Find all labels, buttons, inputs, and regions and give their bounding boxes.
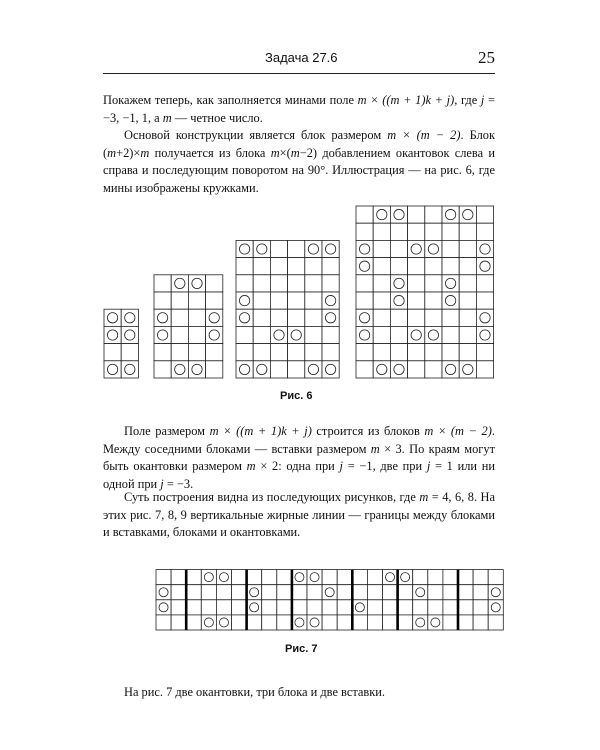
fig6-grid-3-cell: [236, 292, 253, 309]
fig6-grid-3-cell: [322, 361, 339, 378]
fig6-grid-4-cell: [459, 344, 476, 361]
fig6-grid-4-cell: [373, 344, 390, 361]
fig6-grid-3-cell: [270, 361, 287, 378]
fig6-grid-4-cell: [425, 275, 442, 292]
fig7-grid-cell: [413, 570, 428, 585]
fig7-grid-cell: [307, 615, 322, 630]
math-expr: m: [162, 110, 172, 125]
fig6-grid-3-cell: [305, 275, 322, 292]
fig6-grid-4-cell: [442, 344, 459, 361]
fig6-grid-4-cell: [425, 344, 442, 361]
fig7-grid-cell: [186, 570, 201, 585]
fig7-grid-cell: [428, 570, 443, 585]
fig6-grid-4-cell: [373, 206, 390, 223]
fig6-grid-4-cell: [476, 361, 493, 378]
fig6-grid-1-cell: [121, 326, 138, 343]
fig7-grid-cell: [186, 600, 201, 615]
fig6-grid-3-cell: [322, 258, 339, 275]
fig6-grid-4-cell: [425, 361, 442, 378]
fig6-grid-4-cell: [459, 258, 476, 275]
fig6-grid-4-cell: [459, 275, 476, 292]
fig6-grid-4-cell: [356, 223, 373, 240]
fig7-grid-cell: [383, 615, 398, 630]
fig6-grid-4-cell: [459, 326, 476, 343]
fig6-grid-4-cell: [373, 223, 390, 240]
fig6-grid-4-cell: [442, 309, 459, 326]
fig6-grid-3-cell: [253, 275, 270, 292]
fig6-grid-4-cell: [442, 292, 459, 309]
fig6-grid-2-cell: [206, 275, 223, 292]
fig7-grid-cell: [383, 585, 398, 600]
fig7-grid-cell: [337, 600, 352, 615]
fig6-grid-3-cell: [322, 344, 339, 361]
fig6-grid-4-cell: [442, 361, 459, 378]
fig6-grid-3-cell: [322, 275, 339, 292]
fig7-grid-cell: [428, 600, 443, 615]
fig7-grid-cell: [292, 585, 307, 600]
fig7-grid-cell: [458, 600, 473, 615]
fig7-grid-cell: [216, 585, 231, 600]
fig7-grid-cell: [443, 615, 458, 630]
fig7-grid-cell: [322, 585, 337, 600]
fig6-grid-2-cell: [188, 344, 205, 361]
fig6-grid-2-cell: [206, 361, 223, 378]
fig6-grid-3-cell: [236, 240, 253, 257]
fig6-grid-2-cell: [188, 292, 205, 309]
fig6-grid-4-cell: [390, 206, 407, 223]
fig6-grid-3-cell: [288, 275, 305, 292]
fig6-grid-4-cell: [459, 206, 476, 223]
fig6-grid-4-cell: [425, 326, 442, 343]
fig6-grid-3-cell: [270, 344, 287, 361]
fig6-grid-4-cell: [373, 292, 390, 309]
fig6-grid-2-cell: [206, 292, 223, 309]
fig6-grid-4-cell: [408, 344, 425, 361]
page-number: 25: [478, 48, 495, 67]
fig7-grid-cell: [458, 615, 473, 630]
fig6-grid-4-cell: [356, 326, 373, 343]
fig6-grid-4-cell: [476, 275, 493, 292]
math-expr: m: [370, 441, 380, 456]
math-expr: m × ((m + 1)k + j): [209, 424, 312, 438]
fig6-grid-4-cell: [408, 258, 425, 275]
fig6-grid-4-cell: [356, 309, 373, 326]
fig6-grid-4-cell: [425, 292, 442, 309]
fig6-grid-4-cell: [459, 223, 476, 240]
fig7-grid-cell: [413, 615, 428, 630]
fig7-grid-cell: [307, 570, 322, 585]
fig6-grid-3-cell: [322, 240, 339, 257]
fig7-grid-cell: [322, 570, 337, 585]
math-expr: m × ((m + 1)k + j): [357, 93, 455, 107]
fig6-grid-3-cell: [288, 258, 305, 275]
fig7-grid-cell: [473, 585, 488, 600]
fig6-grid-4-cell: [373, 361, 390, 378]
math-expr: j: [339, 459, 343, 473]
math-expr: m: [419, 490, 429, 504]
fig6-grid-3-cell: [253, 258, 270, 275]
fig6-grid-4-cell: [442, 240, 459, 257]
fig7-grid-cell: [322, 615, 337, 630]
fig6-grid-4-cell: [408, 223, 425, 240]
fig6-grid-3-cell: [305, 361, 322, 378]
fig7-grid-cell: [216, 615, 231, 630]
math-expr: j: [426, 459, 431, 473]
fig6-grid-3-cell: [236, 275, 253, 292]
fig6-grid-4-cell: [476, 326, 493, 343]
fig6-grid-4-cell: [390, 275, 407, 292]
figure-6-caption: Рис. 6: [280, 390, 313, 402]
fig7-grid-cell: [292, 570, 307, 585]
math-expr: m: [290, 145, 300, 160]
fig7-grid-cell: [171, 570, 186, 585]
paragraph-3: Поле размером m × ((m + 1)k + j) строится из блоков m × (m − 2). Между соседними блоками — вставки размером m × 3. По краям могут быть окантовки размером m × 2: одна при j = −1, две при j = 1 или ни одной при j = −3.: [103, 424, 495, 491]
fig7-grid-cell: [232, 570, 247, 585]
fig6-grid-3-cell: [322, 326, 339, 343]
fig6-grid-4-cell: [356, 361, 373, 378]
fig7-grid-cell: [216, 600, 231, 615]
fig7-grid-cell: [473, 600, 488, 615]
fig6-grid-4-cell: [459, 292, 476, 309]
fig6-grid-3-cell: [322, 292, 339, 309]
fig7-grid-cell: [398, 615, 413, 630]
paragraph-5: На рис. 7 две окантовки, три блока и две вставки.: [124, 685, 385, 699]
fig6-grid-2-cell: [154, 292, 171, 309]
fig7-grid-cell: [322, 600, 337, 615]
fig6-grid-4-cell: [476, 309, 493, 326]
fig7-grid-cell: [277, 570, 292, 585]
paragraph-2: Основой конструкции является блок размером m × (m − 2). Блок (m+2)×m получается из блока m×(m−2) добавлением окантовок слева и справа и последующим поворотом на 90°. Иллюстрация — на рис. 6, где мины изображены кружками.: [103, 128, 495, 195]
fig6-grid-3-cell: [270, 292, 287, 309]
fig6-grid-3-cell: [253, 344, 270, 361]
fig7-grid-cell: [171, 585, 186, 600]
fig7-grid-cell: [277, 600, 292, 615]
fig7-grid-cell: [367, 615, 382, 630]
fig7-grid-cell: [413, 600, 428, 615]
fig6-grid-2-cell: [188, 309, 205, 326]
fig6-grid-3-cell: [270, 258, 287, 275]
fig6-grid-4-cell: [373, 258, 390, 275]
fig7-grid-cell: [367, 585, 382, 600]
math-expr: m: [270, 145, 280, 160]
fig6-grid-4-cell: [356, 258, 373, 275]
fig6-grid-3-cell: [236, 258, 253, 275]
fig6-grid-4-cell: [476, 344, 493, 361]
fig6-grid-1-cell: [104, 309, 121, 326]
fig6-grid-3-cell: [236, 326, 253, 343]
fig6-grid-4-cell: [373, 240, 390, 257]
fig7-grid-cell: [277, 615, 292, 630]
fig7-grid-cell: [232, 600, 247, 615]
fig6-grid-3-cell: [253, 240, 270, 257]
fig7-grid-cell: [413, 585, 428, 600]
fig6-grid-4-cell: [442, 206, 459, 223]
fig6-grid-1-cell: [121, 344, 138, 361]
fig6-grid-1-cell: [104, 361, 121, 378]
fig6-grid-4-cell: [408, 361, 425, 378]
fig7-grid-cell: [201, 570, 216, 585]
fig7-grid-cell: [247, 585, 262, 600]
fig6-grid-4-cell: [408, 206, 425, 223]
fig6-grid-4-cell: [442, 223, 459, 240]
fig6-grid-1-cell: [121, 309, 138, 326]
paragraph-1: Покажем теперь, как заполняется минами поле m × ((m + 1)k + j), где j = −3, −1, 1, а m — четное число.: [103, 93, 495, 125]
fig6-grid-3-cell: [305, 258, 322, 275]
fig6-grid-3-cell: [236, 361, 253, 378]
fig7-grid-cell: [488, 600, 503, 615]
fig6-grid-4-cell: [390, 223, 407, 240]
fig7-grid-cell: [262, 570, 277, 585]
fig6-grid-2-cell: [171, 344, 188, 361]
fig6-grid-3-cell: [288, 309, 305, 326]
fig7-grid-cell: [277, 585, 292, 600]
fig6-grid-3-cell: [288, 344, 305, 361]
fig7-grid-cell: [171, 600, 186, 615]
fig6-grid-1-cell: [104, 344, 121, 361]
fig6-grid-4-cell: [390, 258, 407, 275]
fig6-grid-4-cell: [476, 258, 493, 275]
fig6-grid-3-cell: [288, 292, 305, 309]
fig6-grid-3-cell: [270, 326, 287, 343]
fig6-grid-4-cell: [390, 361, 407, 378]
fig7-grid-cell: [156, 600, 171, 615]
math-expr: m × (m − 2): [387, 128, 461, 142]
fig6-grid-4-cell: [408, 309, 425, 326]
fig6-grid-3-cell: [288, 326, 305, 343]
fig6-grid-4-cell: [373, 309, 390, 326]
fig6-grid-4-cell: [476, 240, 493, 257]
fig7-grid-cell: [156, 570, 171, 585]
fig6-grid-1-cell: [121, 361, 138, 378]
fig6-grid-4-cell: [373, 275, 390, 292]
fig6-grid-4-cell: [408, 326, 425, 343]
math-expr: m × (m − 2): [424, 424, 492, 438]
fig7-grid-cell: [156, 615, 171, 630]
fig6-grid-4-cell: [390, 326, 407, 343]
fig7-grid-cell: [307, 585, 322, 600]
fig7-grid-cell: [352, 615, 367, 630]
fig6-grid-2-cell: [154, 309, 171, 326]
fig6-grid-4-cell: [442, 326, 459, 343]
fig6-grid-2-cell: [171, 292, 188, 309]
fig7-grid-cell: [262, 600, 277, 615]
fig6-grid-4-cell: [425, 309, 442, 326]
fig6-grid-4-cell: [390, 309, 407, 326]
fig6-grid-3-cell: [322, 309, 339, 326]
math-expr: m: [246, 459, 256, 473]
fig6-grid-4-cell: [390, 292, 407, 309]
fig7-grid-cell: [186, 585, 201, 600]
fig6-grid-3-cell: [253, 326, 270, 343]
fig6-grid-3-cell: [270, 309, 287, 326]
math-expr: m: [140, 145, 150, 160]
fig7-grid-cell: [473, 570, 488, 585]
paragraph-4: Суть построения видна из последующих рисунков, где m = 4, 6, 8. На этих рис. 7, 8, 9 вертикальные жирные линии — границы между блоками и вставками, блоками и окантовками.: [103, 490, 495, 539]
fig6-grid-2-cell: [171, 309, 188, 326]
fig6-grid-3-cell: [270, 275, 287, 292]
fig7-grid-cell: [262, 615, 277, 630]
fig7-grid-cell: [488, 585, 503, 600]
fig6-grid-3-cell: [253, 292, 270, 309]
figure-7-caption: Рис. 7: [285, 643, 318, 655]
fig6-grid-2-cell: [206, 344, 223, 361]
fig6-grid-3-cell: [305, 292, 322, 309]
fig7-grid-cell: [383, 600, 398, 615]
fig7-grid-cell: [201, 600, 216, 615]
fig7-grid-cell: [352, 600, 367, 615]
math-expr: m: [107, 145, 117, 160]
fig6-grid-4-cell: [408, 292, 425, 309]
fig7-grid-cell: [473, 615, 488, 630]
fig6-grid-2-cell: [171, 326, 188, 343]
fig7-grid-cell: [216, 570, 231, 585]
fig7-grid-cell: [383, 570, 398, 585]
fig6-grid-4-cell: [390, 344, 407, 361]
fig6-grid-4-cell: [356, 344, 373, 361]
fig6-grid-4-cell: [442, 258, 459, 275]
fig6-grid-2-cell: [188, 326, 205, 343]
fig6-grid-4-cell: [373, 326, 390, 343]
fig6-grid-4-cell: [442, 275, 459, 292]
fig7-grid-cell: [428, 615, 443, 630]
fig6-grid-4-cell: [476, 223, 493, 240]
fig6-grid-4-cell: [408, 240, 425, 257]
fig7-grid-cell: [367, 570, 382, 585]
fig6-grid-4-cell: [425, 258, 442, 275]
fig7-grid-cell: [247, 570, 262, 585]
fig7-grid-cell: [247, 615, 262, 630]
fig6-grid-4-cell: [476, 206, 493, 223]
fig6-grid-2-cell: [154, 344, 171, 361]
fig6-grid-4-cell: [356, 275, 373, 292]
fig6-grid-3-cell: [236, 344, 253, 361]
fig6-grid-4-cell: [408, 275, 425, 292]
fig6-grid-2-cell: [206, 326, 223, 343]
fig7-grid-cell: [186, 615, 201, 630]
fig6-grid-2-cell: [206, 309, 223, 326]
fig6-grid-4-cell: [459, 240, 476, 257]
fig7-grid-cell: [367, 600, 382, 615]
fig6-grid-4-cell: [425, 206, 442, 223]
fig7-grid-cell: [352, 585, 367, 600]
fig7-grid-cell: [443, 570, 458, 585]
header-title: Задача 27.6: [265, 50, 338, 65]
fig7-grid-cell: [458, 570, 473, 585]
fig7-grid-cell: [428, 585, 443, 600]
fig6-grid-2-cell: [188, 361, 205, 378]
fig6-grid-3-cell: [288, 240, 305, 257]
fig7-grid-cell: [398, 585, 413, 600]
fig6-grid-3-cell: [253, 361, 270, 378]
fig6-grid-3-cell: [288, 361, 305, 378]
fig7-grid-cell: [201, 585, 216, 600]
fig6-grid-3-cell: [270, 240, 287, 257]
fig6-grid-1-cell: [104, 326, 121, 343]
fig7-grid-cell: [307, 600, 322, 615]
fig6-grid-4-cell: [459, 309, 476, 326]
fig7-grid-cell: [337, 585, 352, 600]
fig6-grid-3-cell: [305, 240, 322, 257]
fig7-grid-cell: [156, 585, 171, 600]
fig7-grid-cell: [337, 615, 352, 630]
fig7-grid-cell: [398, 600, 413, 615]
fig7-grid-cell: [337, 570, 352, 585]
fig6-grid-3-cell: [236, 309, 253, 326]
fig7-grid-cell: [443, 585, 458, 600]
fig6-grid-4-cell: [390, 240, 407, 257]
fig7-grid-cell: [488, 615, 503, 630]
fig6-grid-4-cell: [459, 361, 476, 378]
fig6-grid-4-cell: [476, 292, 493, 309]
fig7-grid-cell: [292, 600, 307, 615]
fig6-grid-3-cell: [305, 309, 322, 326]
fig7-grid-cell: [488, 570, 503, 585]
fig7-grid-cell: [232, 585, 247, 600]
fig6-grid-4-cell: [356, 292, 373, 309]
fig6-grid-2-cell: [154, 361, 171, 378]
math-expr: j: [480, 93, 485, 107]
fig6-grid-4-cell: [425, 240, 442, 257]
fig7-grid-cell: [262, 585, 277, 600]
fig6-grid-4-cell: [425, 223, 442, 240]
fig7-grid-cell: [232, 615, 247, 630]
fig6-grid-4-cell: [356, 206, 373, 223]
fig6-grid-2-cell: [188, 275, 205, 292]
fig7-grid-cell: [201, 615, 216, 630]
fig6-grid-3-cell: [253, 309, 270, 326]
fig7-grid-cell: [171, 615, 186, 630]
fig6-grid-3-cell: [305, 326, 322, 343]
fig6-grid-3-cell: [305, 344, 322, 361]
fig7-grid-cell: [292, 615, 307, 630]
fig6-grid-2-cell: [171, 361, 188, 378]
fig6-grid-2-cell: [171, 275, 188, 292]
fig7-grid-cell: [247, 600, 262, 615]
fig7-grid-cell: [352, 570, 367, 585]
fig7-grid-cell: [443, 600, 458, 615]
math-expr: j: [160, 476, 164, 491]
fig6-grid-4-cell: [356, 240, 373, 257]
fig7-grid-cell: [458, 585, 473, 600]
fig6-grid-2-cell: [154, 275, 171, 292]
fig7-grid-cell: [398, 570, 413, 585]
fig6-grid-2-cell: [154, 326, 171, 343]
